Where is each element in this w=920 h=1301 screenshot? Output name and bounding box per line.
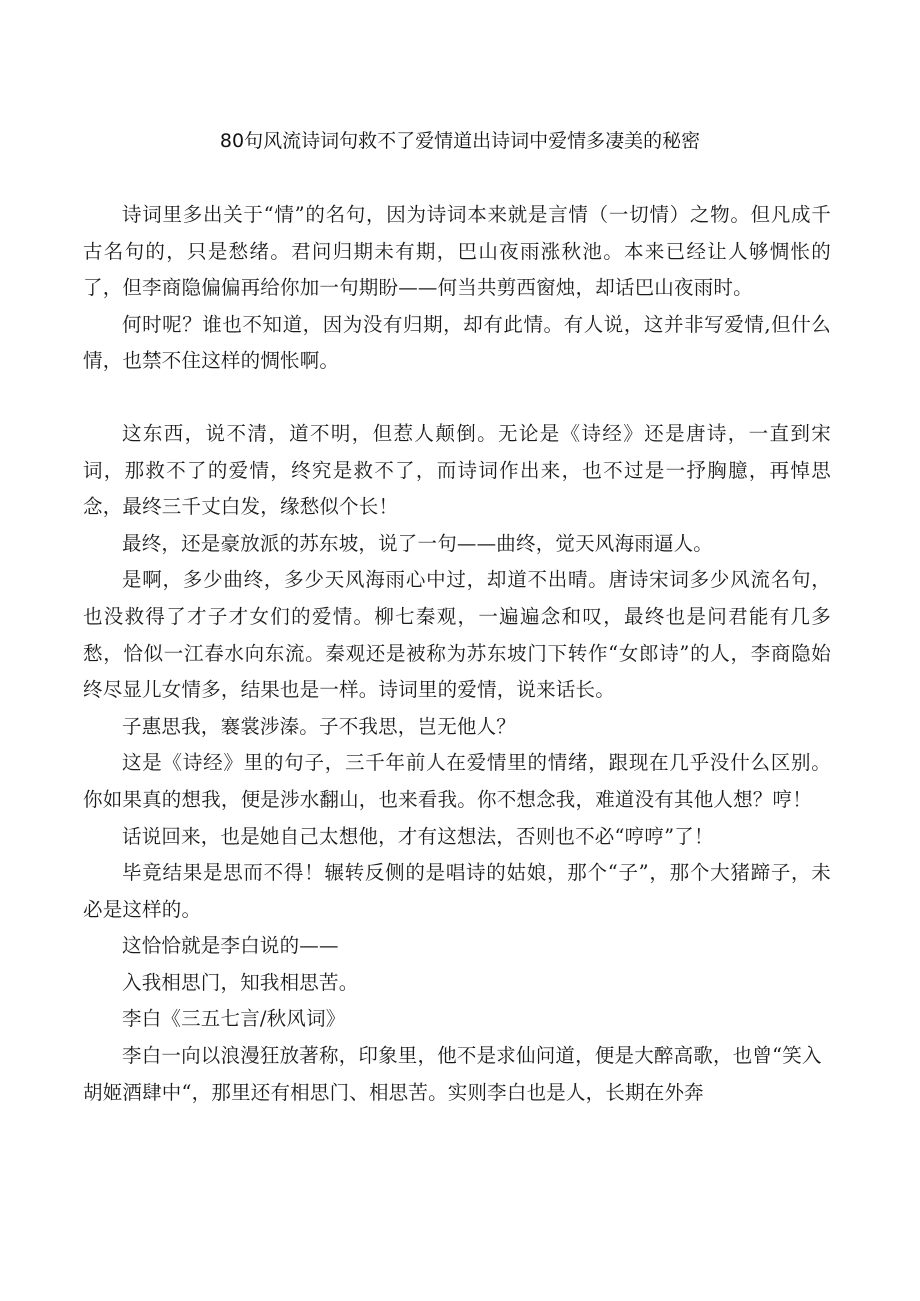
paragraph-10: 这恰恰就是李白说的—— <box>122 934 339 958</box>
paragraph-3: 这东西，说不清，道不明，但惹人颠倒。无论是《诗经》还是唐诗，一直到宋词，那救不了的爱情，终究是救不了，而诗词作出来，也不过是一抒胸臆，再悼思念，最终三千丈白发，缘愁似个长！ <box>83 421 831 519</box>
paragraph-6: 子惠思我，褰裳涉溱。子不我思，岂无他人？ <box>122 714 517 738</box>
paragraph-7: 这是《诗经》里的句子，三千年前人在爱情里的情绪，跟现在几乎没什么区别。你如果真的想我，便是涉水翻山，也来看我。你不想念我，难道没有其他人想？哼！ <box>83 751 831 811</box>
paragraph-13: 李白一向以浪漫狂放著称，印象里，他不是求仙问道，便是大醉高歌，也曾“笑入胡姬酒肆中“，那里还有相思门、相思苦。实则李白也是人，长期在外奔 <box>83 1044 822 1104</box>
paragraph-8: 话说回来，也是她自己太想他，才有这想法，否则也不必“哼哼”了！ <box>122 824 714 848</box>
paragraph-4: 最终，还是豪放派的苏东坡，说了一句——曲终，觉天风海雨逼人。 <box>122 531 714 555</box>
paragraph-2: 何时呢？谁也不知道，因为没有归期，却有此情。有人说，这并非写爱情,但什么情，也禁不住这样的惆怅啊。 <box>83 312 831 373</box>
paragraph-12: 李白《三五七言/秋风词》 <box>122 1007 346 1031</box>
document-body <box>83 197 831 1111</box>
paragraph-5: 是啊，多少曲终，多少天风海雨心中过，却道不出晴。唐诗宋词多少风流名句，也没救得了才子才女们的爱情。柳七秦观，一遍遍念和叹，最终也是问君能有几多愁，恰似一江春水向东流。秦观还是被称为苏东坡门下转作“女郎诗”的人，李商隐始终尽显儿女情多，结果也是一样。诗词里的爱情，说来话长。 <box>83 568 831 702</box>
document-title: 80句风流诗词句救不了爱情道出诗词中爱情多凄美的秘密 <box>219 130 701 152</box>
paragraph-9: 毕竟结果是思而不得！辗转反侧的是唱诗的姑娘，那个“子”，那个大猪蹄子，未必是这样的。 <box>83 861 831 921</box>
paragraph-1: 诗词里多出关于“情”的名句，因为诗词本来就是言情（一切情）之物。但凡成千古名句的，只是愁绪。君问归期未有期，巴山夜雨涨秋池。本来已经让人够惆怅的了，但李商隐偏偏再给你加一句期盼——何当共剪西窗烛，却话巴山夜雨时。 <box>83 203 831 300</box>
paragraph-11: 入我相思门，知我相思苦。 <box>122 970 359 994</box>
